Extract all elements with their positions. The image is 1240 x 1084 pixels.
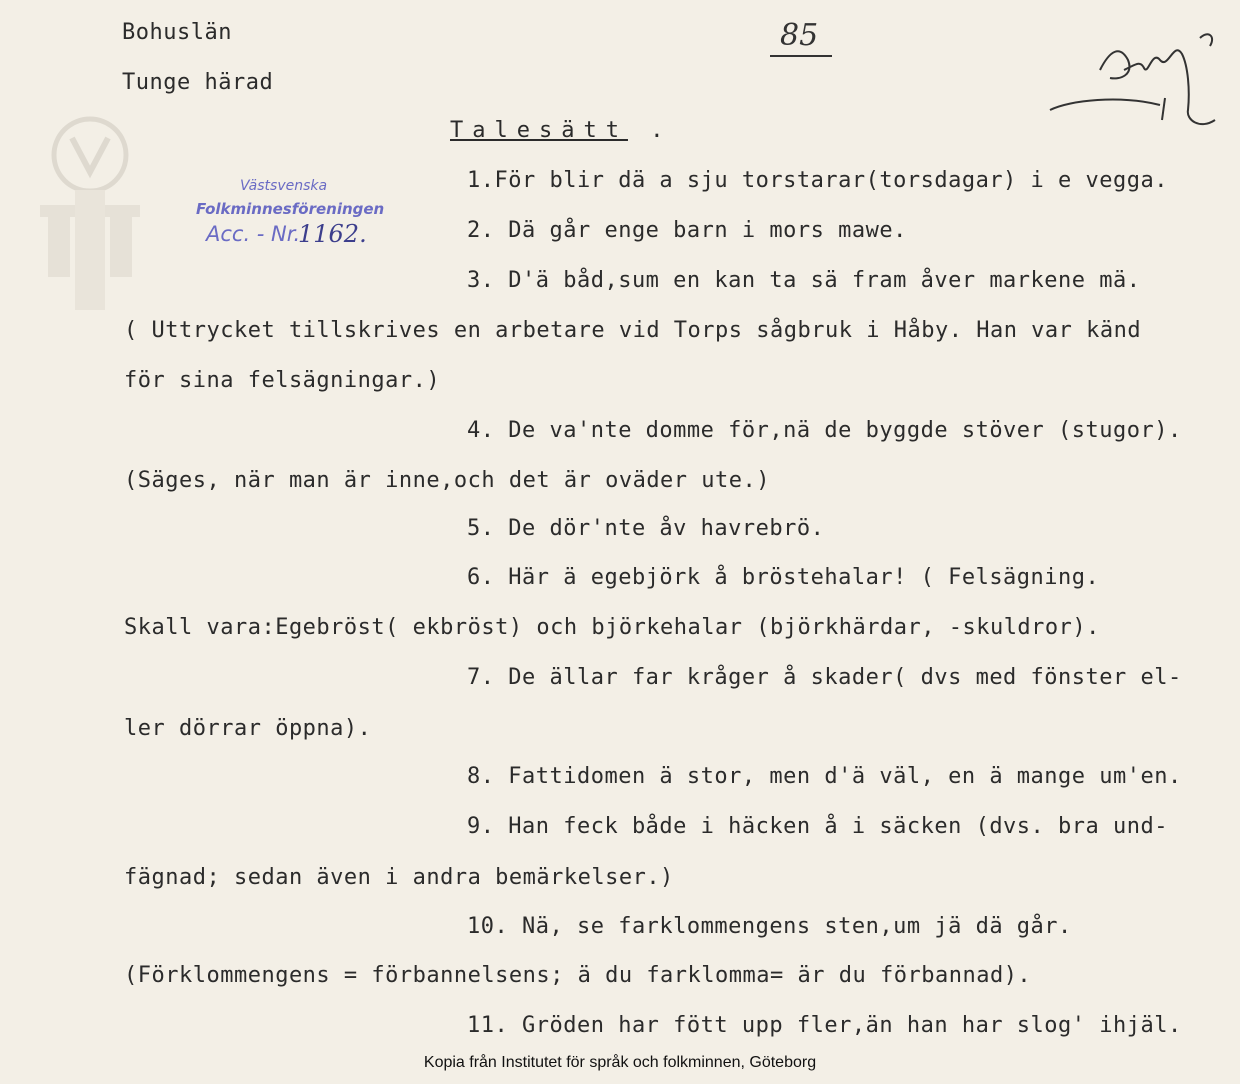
entry-line: 9. Han feck både i häcken å i säcken (dvs. bra und- (467, 814, 1169, 839)
entry-line: 1.För blir dä a sju torstarar(torsdagar) i e vegga. (467, 168, 1169, 193)
title-text: Talesätt (450, 118, 628, 143)
archive-watermark-icon (30, 110, 150, 320)
page-number: 85 (770, 18, 832, 57)
entry-line: (Förklommengens = förbannelsens; ä du farklomma= är du förbannad). (124, 963, 1032, 988)
handwritten-signature (1040, 20, 1240, 140)
entry-line: (Säges, när man är inne,och det är oväder ute.) (124, 468, 771, 493)
entry-line: 3. D'ä båd,sum en kan ta sä fram åver markene mä. (467, 268, 1141, 293)
entry-line: ler dörrar öppna). (124, 716, 372, 741)
entry-line: 11. Gröden har fött upp fler,än han har slog' ihjäl. (467, 1013, 1182, 1038)
entry-line: 8. Fattidomen ä stor, men d'ä väl, en ä mange um'en. (467, 764, 1182, 789)
district-label: Tunge härad (122, 70, 274, 95)
entry-line: 10. Nä, se farklommengens sten,um jä dä går. (467, 914, 1072, 939)
stamp-acc-number: 1162. (298, 220, 367, 248)
entry-line: 4. De va'nte domme för,nä de byggde stöver (stugor). (467, 418, 1182, 443)
entry-line: 5. De dör'nte åv havrebrö. (467, 516, 825, 541)
entry-line: fägnad; sedan även i andra bemärkelser.) (124, 865, 674, 890)
entry-line: 6. Här ä egebjörk å bröstehalar! ( Felsägning. (467, 565, 1100, 590)
stamp-line-2: Folkminnesföreningen (196, 200, 385, 218)
entry-line: Skall vara:Egebröst( ekbröst) och björkehalar (björkhärdar, -skuldror). (124, 615, 1100, 640)
entry-line: ( Uttrycket tillskrives en arbetare vid Torps sågbruk i Håby. Han var känd (124, 318, 1142, 343)
document-title: Talesätt . (450, 118, 673, 143)
stamp-line-1: Västsvenska (240, 178, 328, 194)
footer-caption: Kopia från Institutet för språk och folkminnen, Göteborg (423, 1054, 817, 1071)
archive-stamp (190, 178, 400, 258)
stamp-line-3: Acc. - Nr. (206, 222, 301, 246)
entry-line: för sina felsägningar.) (124, 368, 441, 393)
entry-line: 7. De ällar far kråger å skader( dvs med fönster el- (467, 665, 1182, 690)
region-label: Bohuslän (122, 20, 232, 45)
entry-line: 2. Dä går enge barn i mors mawe. (467, 218, 907, 243)
